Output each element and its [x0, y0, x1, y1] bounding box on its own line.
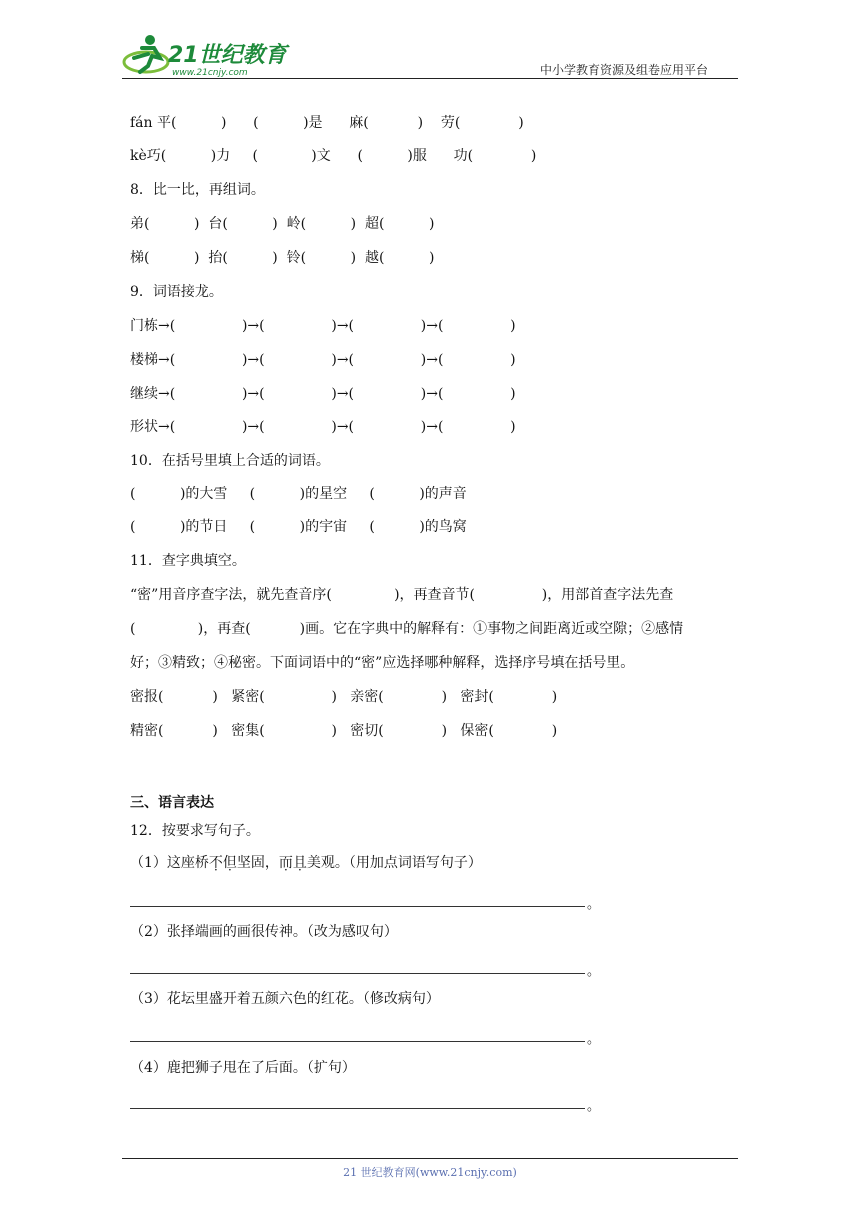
q12-item-4: （4）鹿把狮子甩在了后面。（扩句） — [130, 1060, 356, 1076]
q9-row-c: 继续→( )→( )→( )→( ) — [130, 386, 516, 402]
q8-row-b: 梯( ) 抬( ) 铃( ) 越( ) — [130, 250, 435, 266]
q9-row-a: 门栋→( )→( )→( )→( ) — [130, 318, 516, 334]
logo-url: www.21cnjy.com — [172, 68, 248, 78]
q12-item-3: （3）花坛里盛开着五颜六色的红花。（修改病句） — [130, 991, 440, 1007]
dotted-char: 但 — [222, 855, 237, 871]
answer-line-4[interactable] — [130, 1108, 585, 1109]
q12-1-suffix: 美观。（用加点词语写句子） — [306, 855, 482, 871]
dotted-char: 且 — [292, 855, 307, 871]
section-3-title: 三、语言表达 — [130, 795, 214, 811]
dotted-char: 而 — [278, 855, 293, 871]
footer-divider — [122, 1158, 738, 1159]
q11-line-3: 好；③精致；④秘密。下面词语中的“密”应选择哪种解释，选择序号填在括号里。 — [130, 655, 635, 671]
q12-item-1 — [130, 854, 482, 872]
q12-1-middle: 坚固， — [236, 855, 279, 871]
header-divider — [122, 78, 738, 79]
q10-row-b: ( )的节日 ( )的宇宙 ( )的鸟窝 — [130, 519, 467, 535]
q12-1-prefix: （1）这座桥 — [130, 855, 209, 871]
runner-logo-icon — [120, 32, 290, 80]
fill-row-1: fán 平( ) ( )是 麻( ) 劳( ) — [130, 115, 524, 131]
q9-row-b: 楼梯→( )→( )→( )→( ) — [130, 352, 516, 368]
answer-period-2: 。 — [587, 964, 601, 979]
question-10-title: 10．在括号里填上合适的词语。 — [130, 453, 330, 469]
question-8-title: 8．比一比，再组词。 — [130, 182, 265, 198]
fill-row-2: kè巧( )力 ( )文 ( )服 功( ) — [130, 148, 537, 164]
q9-row-d: 形状→( )→( )→( )→( ) — [130, 419, 516, 435]
question-11-title: 11．查字典填空。 — [130, 553, 246, 569]
q8-row-a: 弟( ) 台( ) 岭( ) 超( ) — [130, 216, 435, 232]
answer-line-1[interactable] — [130, 906, 585, 907]
answer-line-2[interactable] — [130, 973, 585, 974]
question-12-title: 12．按要求写句子。 — [130, 823, 260, 839]
answer-line-3[interactable] — [130, 1041, 585, 1042]
answer-period-3: 。 — [587, 1032, 601, 1047]
q10-row-a: ( )的大雪 ( )的星空 ( )的声音 — [130, 486, 467, 502]
logo-title: 21世纪教育 — [168, 43, 287, 68]
question-9-title: 9．词语接龙。 — [130, 284, 223, 300]
header-platform-text: 中小学教育资源及组卷应用平台 — [540, 63, 709, 77]
q12-item-2: （2）张择端画的画很传神。（改为感叹句） — [130, 924, 398, 940]
footer-text: 21 世纪教育网(www.21cnjy.com) — [343, 1166, 517, 1179]
answer-period-4: 。 — [587, 1099, 601, 1114]
q11-row-b: 精密( ) 密集( ) 密切( ) 保密( ) — [130, 723, 558, 739]
q11-line-2: ( )，再查( )画。它在字典中的解释有：①事物之间距离近或空隙；②感情 — [130, 621, 684, 637]
q11-row-a: 密报( ) 紧密( ) 亲密( ) 密封( ) — [130, 689, 558, 705]
q11-line-1: “密”用音序查字法，就先查音序( )，再查音节( )，用部首查字法先查 — [130, 587, 674, 603]
dotted-char: 不 — [208, 855, 223, 871]
answer-period-1: 。 — [587, 897, 601, 912]
brand-logo — [120, 32, 290, 80]
